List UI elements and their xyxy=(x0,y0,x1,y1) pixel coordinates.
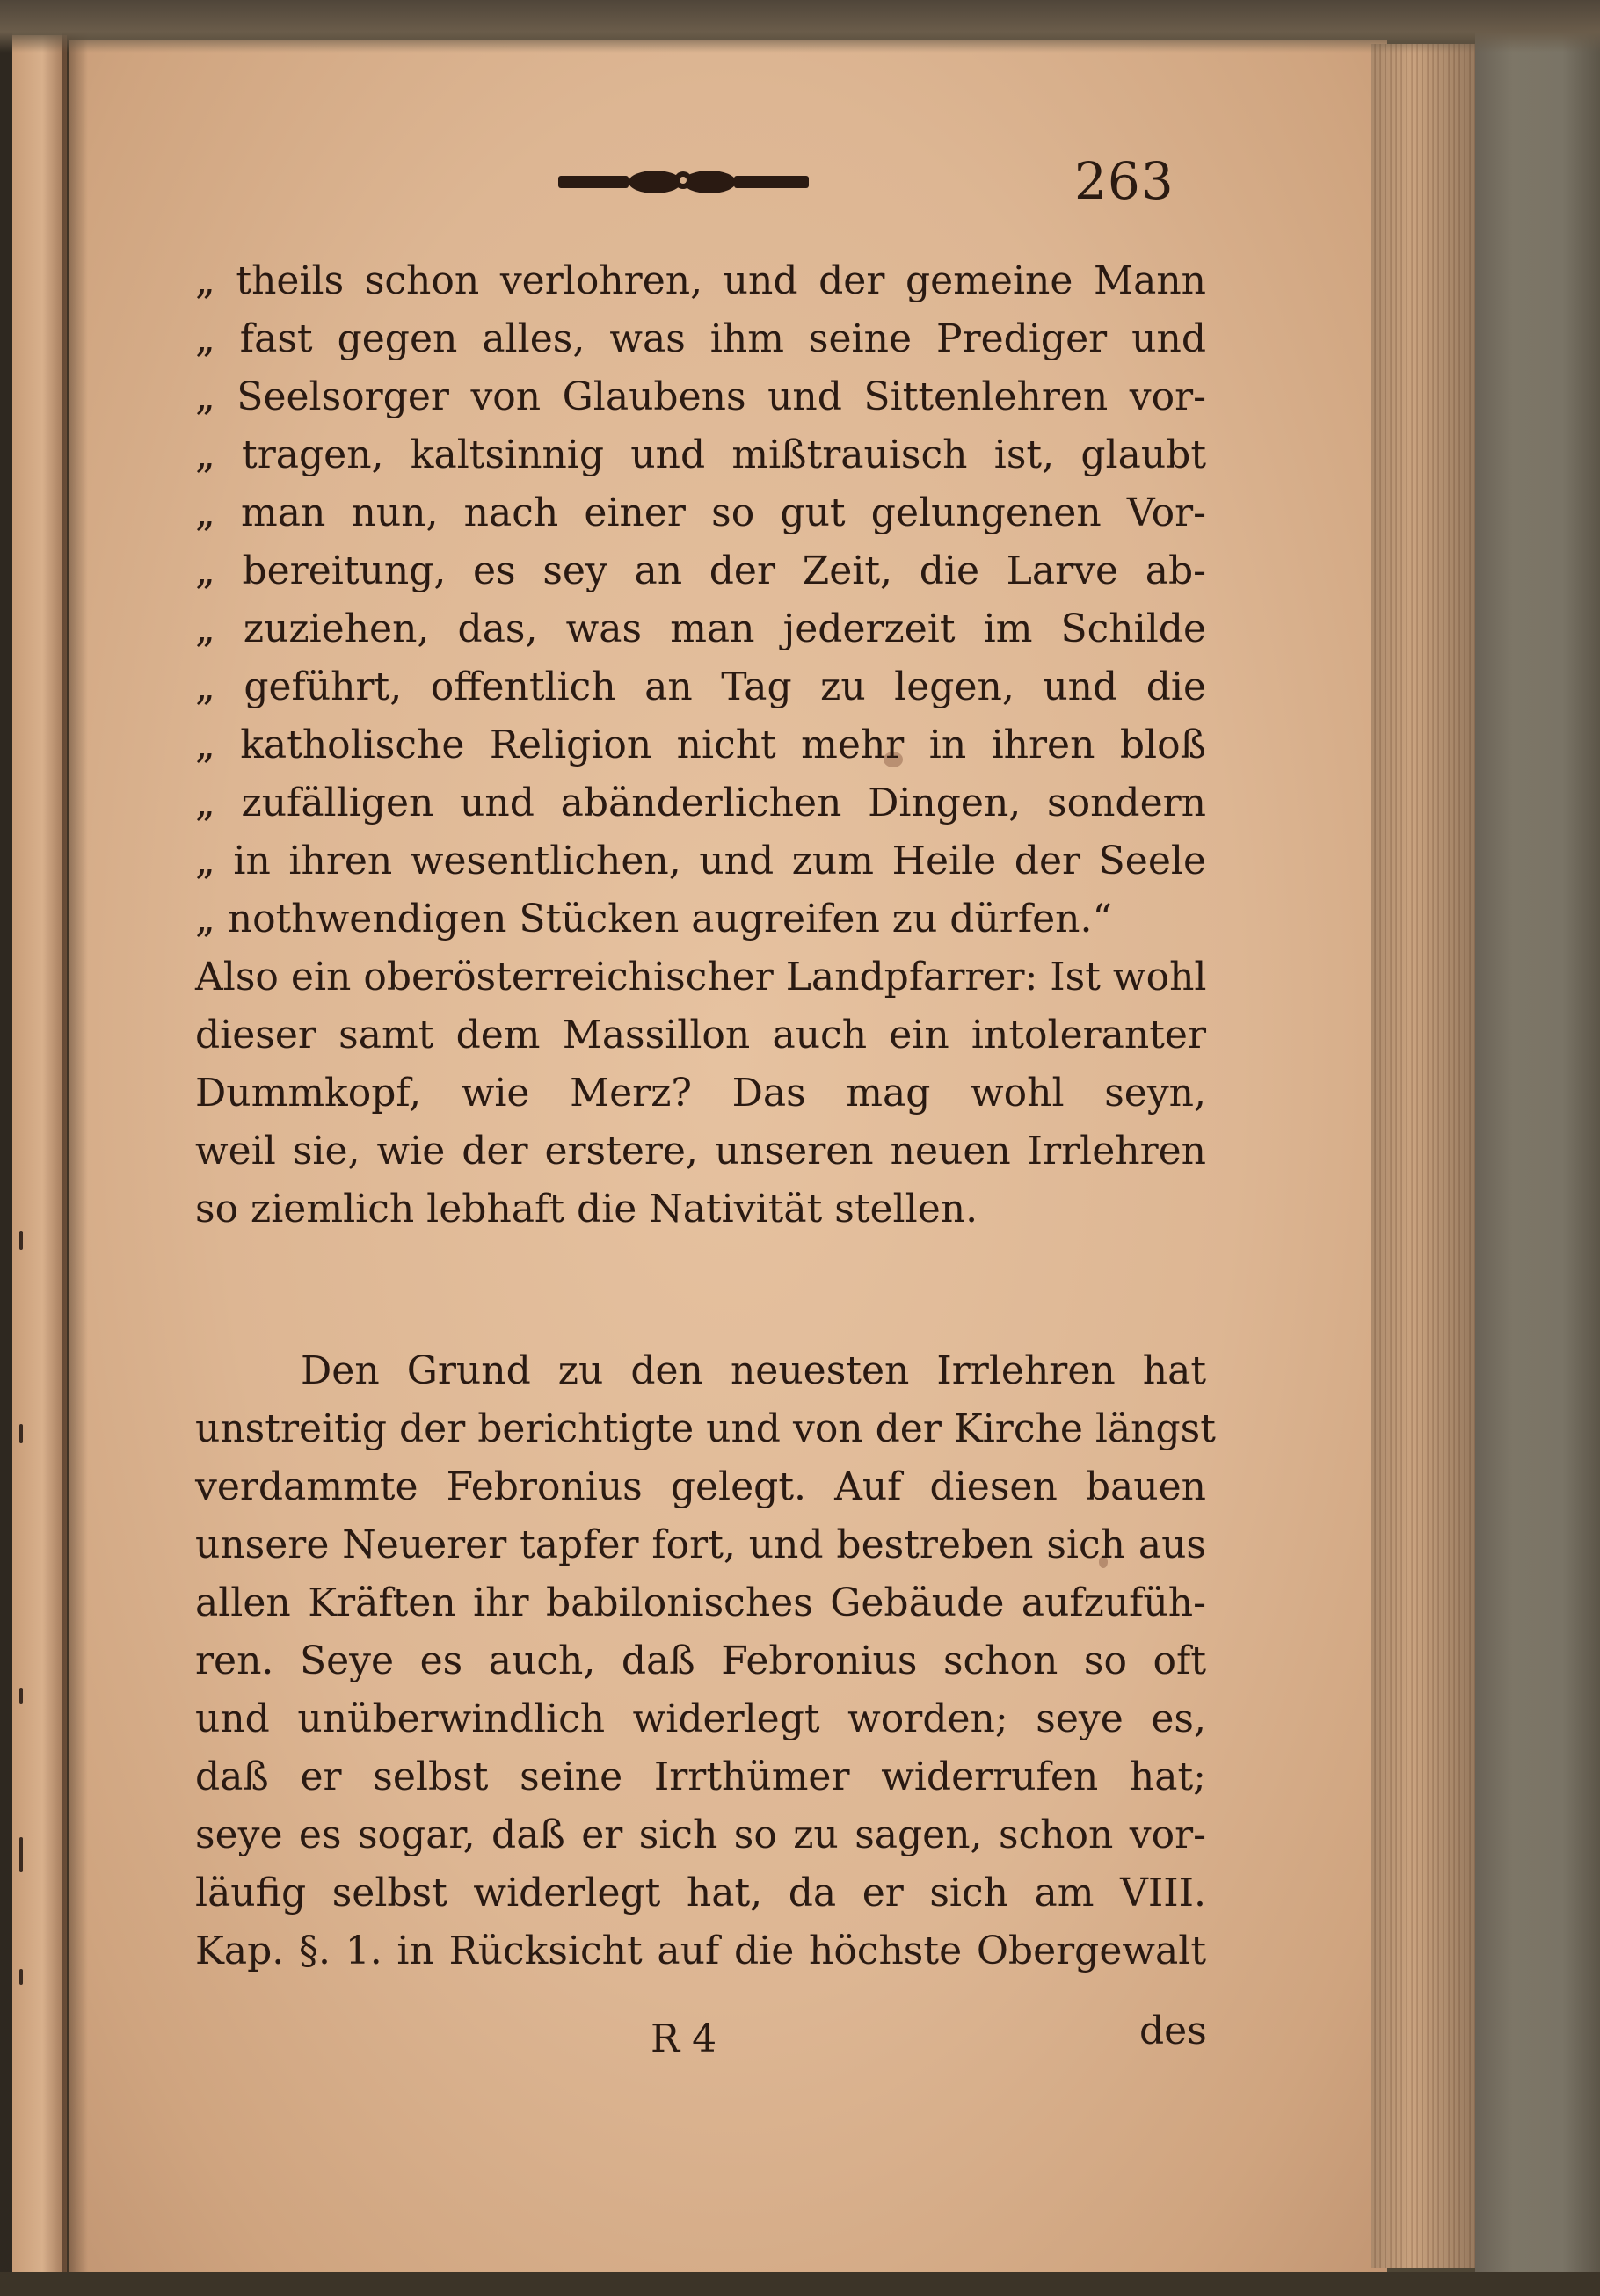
text-line: „ geführt, offentlich an Tag zu legen, und die xyxy=(195,665,1206,709)
text-line: Dummkopf, wie Merz? Das mag wohl seyn, xyxy=(195,1071,1206,1115)
text-line: läufig selbst widerlegt hat, da er sich am VIII. xyxy=(195,1871,1206,1915)
text-line: weil sie, wie der erstere, unseren neuen Irrlehren xyxy=(195,1129,1206,1173)
bottom-edge xyxy=(0,2272,1600,2296)
text-line: „ in ihren wesentlichen, und zum Heile der Seele xyxy=(195,839,1206,883)
text-line: daß er selbst seine Irrthümer widerrufen hat; xyxy=(195,1755,1206,1799)
text-line: Kap. §. 1. in Rücksicht auf die höchste Obergewalt xyxy=(195,1929,1206,1973)
text-line: allen Kräften ihr babilonisches Gebäude aufzufüh- xyxy=(195,1580,1206,1625)
printer-ornament-icon xyxy=(558,165,809,197)
text-line: „ bereitung, es sey an der Zeit, die Larve ab- xyxy=(195,549,1206,593)
page-block-shade xyxy=(1371,44,1475,2268)
top-shadow xyxy=(0,0,1600,53)
signature-mark: R 4 xyxy=(651,2016,717,2061)
facing-page-mark xyxy=(19,1688,23,1704)
text-line: Also ein oberösterreichischer Landpfarrer: Ist wohl xyxy=(195,955,1207,999)
facing-page-mark xyxy=(19,1424,23,1443)
text-line: „ Seelsorger von Glaubens und Sittenlehren vor- xyxy=(195,374,1206,419)
text-line: und unüberwindlich widerlegt worden; seye es, xyxy=(195,1697,1206,1741)
text-line: dieser samt dem Massillon auch ein intoleranter xyxy=(195,1013,1206,1057)
text-line: „ fast gegen alles, was ihm seine Prediger und xyxy=(195,316,1206,361)
text-line: „ tragen, kaltsinnig und mißtrauisch ist, glaubt xyxy=(195,432,1206,477)
text-line: „ zufälligen und abänderlichen Dingen, sondern xyxy=(195,781,1206,825)
text-line: „ katholische Religion nicht mehr in ihren bloß xyxy=(195,723,1206,767)
text-line: „ zuziehen, das, was man jederzeit im Schilde xyxy=(195,607,1206,651)
text-line: unsere Neuerer tapfer fort, und bestreben sich aus xyxy=(195,1522,1206,1567)
text-line: „ theils schon verlohren, und der gemeine Mann xyxy=(195,258,1206,303)
text-line: „ nothwendigen Stücken augreifen zu dürfen.“ xyxy=(195,897,1112,941)
gutter-shadow xyxy=(62,26,88,2277)
paragraph-first-line: Den Grund zu den neuesten Irrlehren hat xyxy=(301,1348,1206,1393)
facing-page-mark xyxy=(19,1969,23,1985)
facing-page-mark xyxy=(19,1231,23,1250)
text-line: ren. Seye es auch, daß Febronius schon so oft xyxy=(195,1638,1206,1683)
left-cover-edge xyxy=(0,0,12,2296)
right-cover-board xyxy=(1475,0,1600,2296)
facing-page-mark xyxy=(19,1837,23,1872)
catchword: des xyxy=(1139,2009,1207,2053)
text-line: verdammte Febronius gelegt. Auf diesen bauen xyxy=(195,1464,1206,1509)
text-line: unstreitig der berichtigte und von der Kirche längst xyxy=(195,1406,1216,1451)
text-line: seye es sogar, daß er sich so zu sagen, schon vor- xyxy=(195,1813,1206,1857)
text-line: „ man nun, nach einer so gut gelungenen Vor- xyxy=(195,490,1206,535)
page-number: 263 xyxy=(1074,151,1175,211)
text-line: so ziemlich lebhaft die Nativität stellen. xyxy=(195,1187,978,1232)
facing-page-edge xyxy=(12,35,67,2272)
